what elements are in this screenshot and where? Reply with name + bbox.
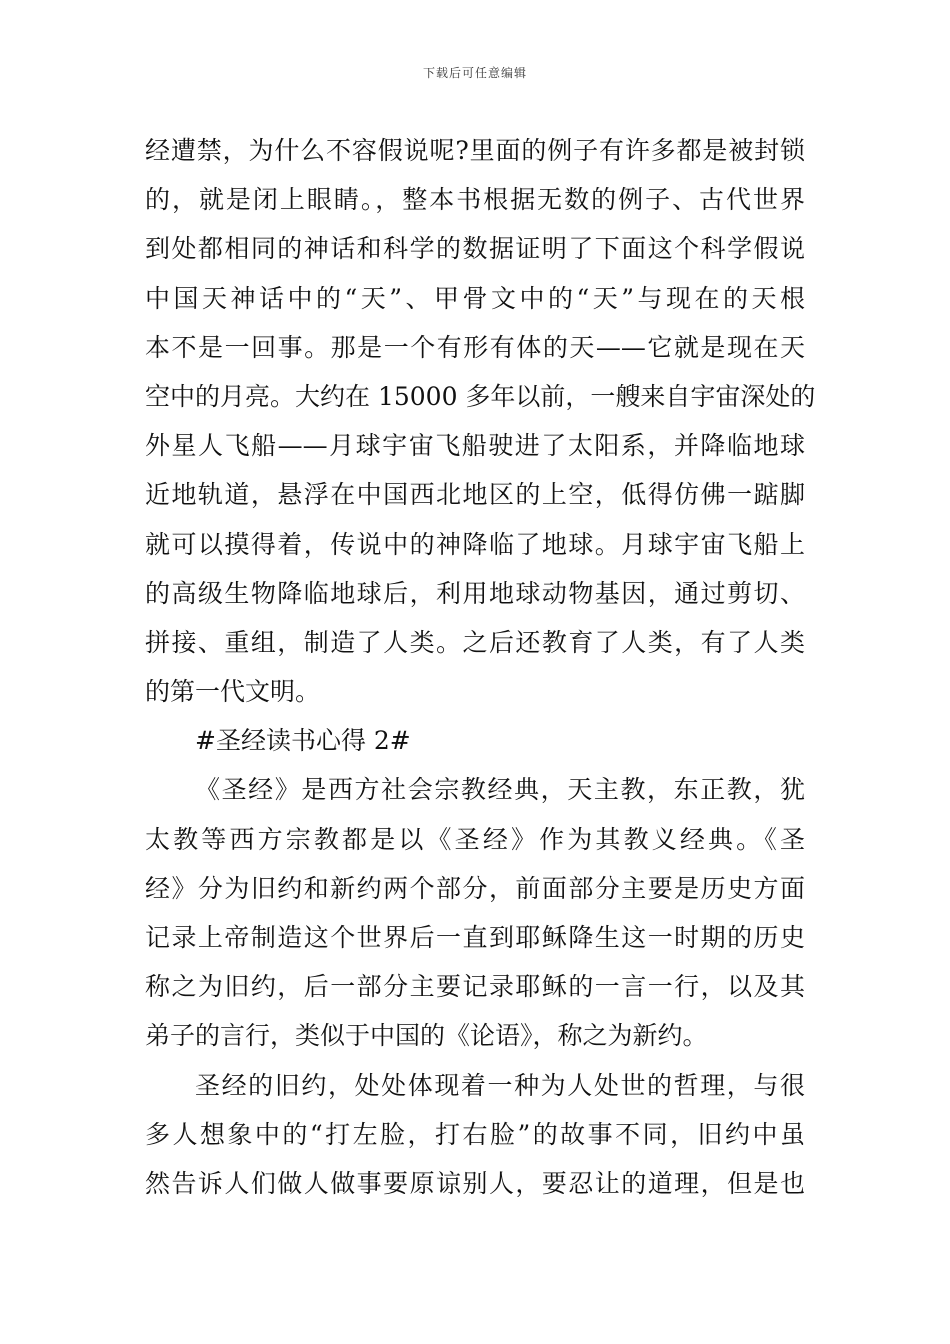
text-line: 本不是一回事。那是一个有形有体的天——它就是现在天 (145, 332, 805, 362)
text-line: 的高级生物降临地球后，利用地球动物基因，通过剪切、 (145, 578, 805, 608)
text-line: 就可以摸得着，传说中的神降临了地球。月球宇宙飞船上 (145, 529, 805, 559)
section-heading (145, 716, 805, 765)
text-line: 外星人飞船——月球宇宙飞船驶进了太阳系，并降临地球 (145, 431, 805, 461)
text-line: 空中的月亮。大约在 15000 多年以前，一艘来自宇宙深处的 (145, 381, 816, 411)
page-header: 下载后可任意编辑 (422, 66, 527, 80)
text-line: 近地轨道，悬浮在中国西北地区的上空，低得仿佛一踮脚 (145, 480, 805, 510)
text-line: 经遭禁，为什么不容假说呢?里面的例子有许多都是被封锁 (145, 136, 805, 165)
document-body (145, 126, 816, 1208)
text-line: 中国天神话中的“天”、甲骨文中的“天”与现在的天根 (145, 283, 805, 313)
text-line: 经》分为旧约和新约两个部分，前面部分主要是历史方面 (145, 873, 805, 903)
text-line: 记录上帝制造这个世界后一直到耶稣降生这一时期的历史 (145, 923, 805, 952)
text-line: 圣经的旧约，处处体现着一种为人处世的哲理，与很 (195, 1070, 805, 1100)
paragraph (145, 126, 816, 716)
heading-text: #圣经读书心得 2# (195, 726, 411, 756)
text-line: 拼接、重组，制造了人类。之后还教育了人类，有了人类 (145, 627, 805, 657)
text-line: 到处都相同的神话和科学的数据证明了下面这个科学假说 (145, 234, 805, 264)
paragraph (145, 1061, 805, 1209)
text-line: 《圣经》是西方社会宗教经典，天主教，东正教，犹 (195, 775, 805, 805)
text-line: 太教等西方宗教都是以《圣经》作为其教义经典。《圣 (145, 824, 805, 854)
text-line: 的，就是闭上眼睛。，整本书根据无数的例子、古代世界 (145, 185, 805, 215)
paragraph (145, 765, 805, 1060)
text-line: 然告诉人们做人做事要原谅别人，要忍让的道理，但是也 (145, 1168, 805, 1198)
text-line: 弟子的言行，类似于中国的《论语》，称之为新约。 (145, 1021, 708, 1051)
text-line: 称之为旧约，后一部分主要记录耶稣的一言一行，以及其 (145, 972, 805, 1002)
text-line: 多人想象中的“打左脸，打右脸”的故事不同，旧约中虽 (145, 1119, 805, 1149)
text-line: 的第一代文明。 (145, 677, 321, 707)
